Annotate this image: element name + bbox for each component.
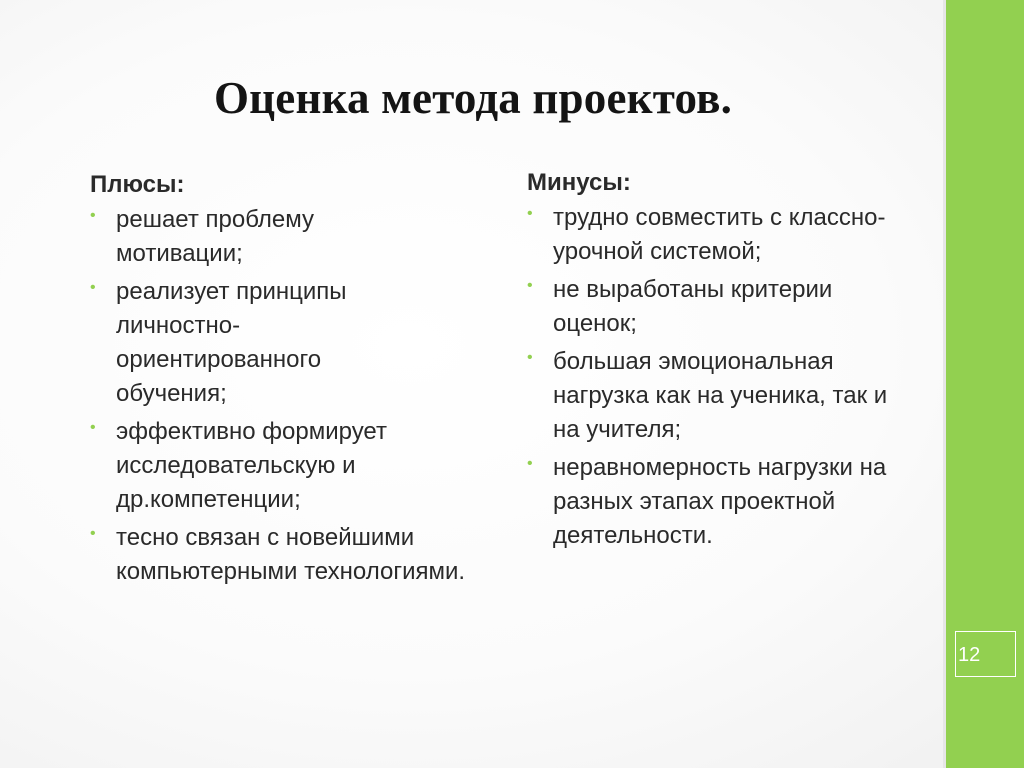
pros-item-text: эффективно формирует исследовательскую и др.компетенции; [116, 418, 387, 513]
cons-item-text: трудно совместить с классно-урочной системой; [553, 204, 886, 265]
cons-item-text: большая эмоциональная нагрузка как на ученика, так и на учителя; [553, 348, 888, 443]
pros-column [90, 168, 510, 593]
pros-item-text: решает проблему мотивации; [116, 206, 314, 267]
bullet-icon: • [527, 205, 533, 222]
bullet-icon: • [90, 525, 96, 542]
list-item [527, 345, 937, 447]
list-item [527, 201, 937, 269]
pros-heading: Плюсы: [90, 171, 185, 198]
pros-item-text: тесно связан с новейшими компьютерными технологиями. [116, 524, 466, 585]
cons-column [527, 166, 937, 557]
bullet-icon: • [527, 349, 533, 366]
bullet-icon: • [90, 279, 96, 296]
list-item [90, 415, 510, 517]
cons-item-text: неравномерность нагрузки на разных этапах проектной деятельности. [553, 454, 887, 549]
pros-item-text: реализует принципы личностно-ориентированного обучения; [116, 278, 347, 407]
bullet-icon: • [90, 207, 96, 224]
cons-list [527, 201, 937, 553]
page-number: 12 [955, 631, 1016, 677]
cons-item-text: не выработаны критерии оценок; [553, 276, 833, 337]
list-item [527, 451, 937, 553]
cons-heading: Минусы: [527, 169, 631, 196]
bullet-icon: • [527, 455, 533, 472]
pros-list [90, 203, 510, 589]
bullet-icon: • [527, 277, 533, 294]
list-item [527, 273, 937, 341]
list-item [90, 521, 510, 589]
list-item [90, 275, 510, 411]
list-item [90, 203, 510, 271]
slide-title: Оценка метода проектов. [213, 73, 733, 123]
bullet-icon: • [90, 419, 96, 436]
